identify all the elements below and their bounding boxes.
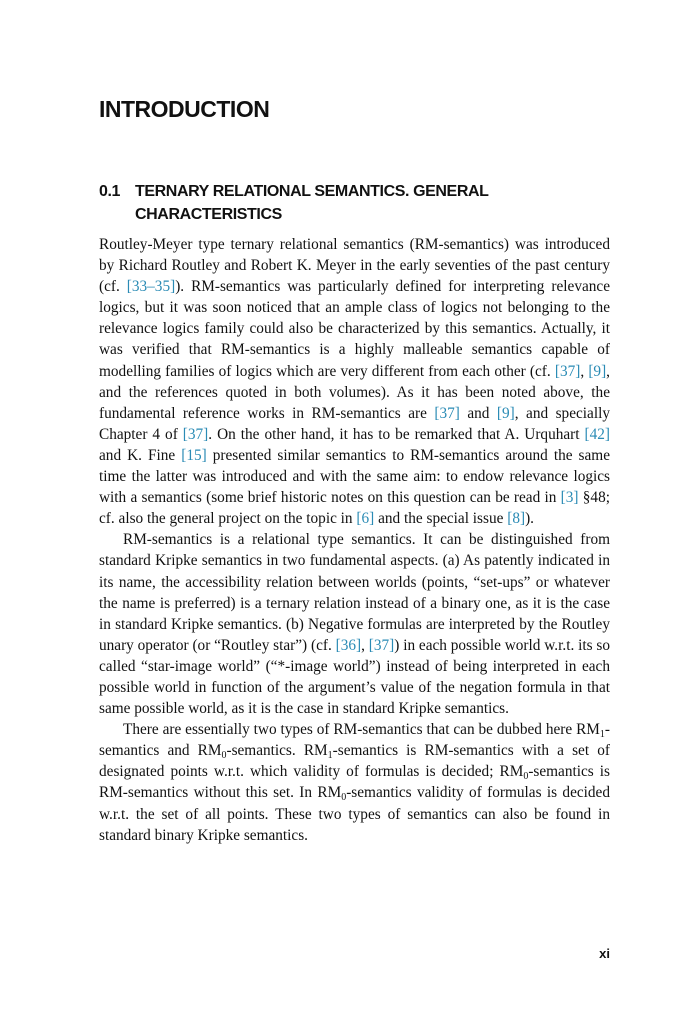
text-run: presented similar semantics to RM-semantics around the same time the latter was introduced and with the same aim: to endow relevance logics with a semantics (some brief historic notes on this question can be read in: [99, 446, 610, 507]
text-run: §48; cf. also the general project on the topic in: [99, 489, 610, 528]
text-run: ).: [525, 510, 534, 528]
citation-link[interactable]: [3]: [560, 489, 579, 507]
text-run: RM-semantics is a relational type semantics. It can be distinguished from standard Kripke semantics in two fundamental aspects. (a) As patently indicated in its name, the accessibility relation between worlds (points, “set-ups” or whatever the name is preferred) is a ternary relation instead of a binary one, as it is the case in standard Kripke semantics. (b) Negative formulas are interpreted by the Routley unary operator (or “Routley star”) (cf.: [99, 531, 610, 654]
text-run: -semantics. RM: [226, 742, 328, 760]
text-run: -semantics is RM-semantics with a set of designated points w.r.t. which validity of formulas is decided; RM: [99, 742, 610, 781]
citation-link[interactable]: [6]: [356, 510, 375, 528]
text-run: , and the references quoted in both volumes). As it has been noted above, the fundamental reference works in RM-semantics are: [99, 362, 610, 422]
text-run: Routley-Meyer type ternary relational semantics (RM-semantics) was introduced by Richard Routley and Robert K. Meyer in the early seventies of the past century (cf.: [99, 236, 610, 296]
text-run: There are essentially two types of RM-semantics that can be dubbed here RM: [123, 721, 600, 739]
citation-link[interactable]: [36]: [335, 636, 362, 654]
subscript: 0: [523, 771, 529, 783]
page-number: xi: [599, 946, 610, 961]
chapter-title: INTRODUCTION: [99, 96, 270, 122]
text-run: -semantics and RM: [99, 721, 610, 760]
section-heading: [99, 180, 569, 226]
text-run: and: [459, 404, 497, 422]
text-run: ) in each possible world w.r.t. its so called “star-image world” (“*-image world”) instead of being interpreted in each possible world in function of the argument’s value of the negation formula in that same possible world, as it is the case in standard Kripke semantics.: [99, 636, 610, 718]
body-text: [99, 234, 610, 846]
text-run: and K. Fine: [99, 446, 182, 464]
citation-link[interactable]: [15]: [181, 446, 207, 464]
paragraph-2: [99, 529, 610, 719]
subscript: 0: [221, 750, 227, 762]
text-run: ). RM-semantics was particularly defined for interpreting relevance logics, but it was soon noticed that an ample class of logics not belonging to the relevance logics family could also be characterized by this semantics. Actually, it was verified that RM-semantics is a highly malleable semantics capable of modelling families of logics which are very different from each other (cf.: [99, 278, 610, 380]
citation-link[interactable]: [37]: [368, 636, 395, 654]
paragraph-3: [99, 719, 610, 846]
text-run: ,: [580, 362, 589, 380]
text-run: , and specially Chapter 4 of: [99, 404, 610, 443]
citation-link[interactable]: [37]: [434, 404, 460, 422]
section-number: 0.1: [99, 183, 121, 200]
subscript: 1: [327, 750, 333, 762]
citation-link[interactable]: [37]: [182, 425, 209, 443]
citation-link[interactable]: [33–35]: [126, 278, 176, 296]
text-run: -semantics validity of formulas is decided w.r.t. the set of all points. These two types of semantics can also be found in standard binary Kripke semantics.: [99, 784, 610, 844]
subscript: 1: [599, 729, 605, 741]
text-run: -semantics is RM-semantics without this set. In RM: [99, 763, 610, 802]
citation-link[interactable]: [9]: [496, 404, 515, 422]
text-run: ,: [361, 636, 369, 654]
citation-link[interactable]: [42]: [584, 425, 610, 443]
paragraph-1: [99, 234, 610, 529]
citation-link[interactable]: [37]: [554, 362, 581, 380]
text-run: . On the other hand, it has to be remarked that A. Urquhart: [208, 425, 585, 443]
section-title: TERNARY RELATIONAL SEMANTICS. GENERAL CHARACTERISTICS: [135, 183, 489, 223]
citation-link[interactable]: [9]: [588, 362, 607, 380]
subscript: 0: [341, 792, 347, 804]
text-run: and the special issue: [374, 510, 508, 528]
citation-link[interactable]: [8]: [507, 510, 526, 528]
